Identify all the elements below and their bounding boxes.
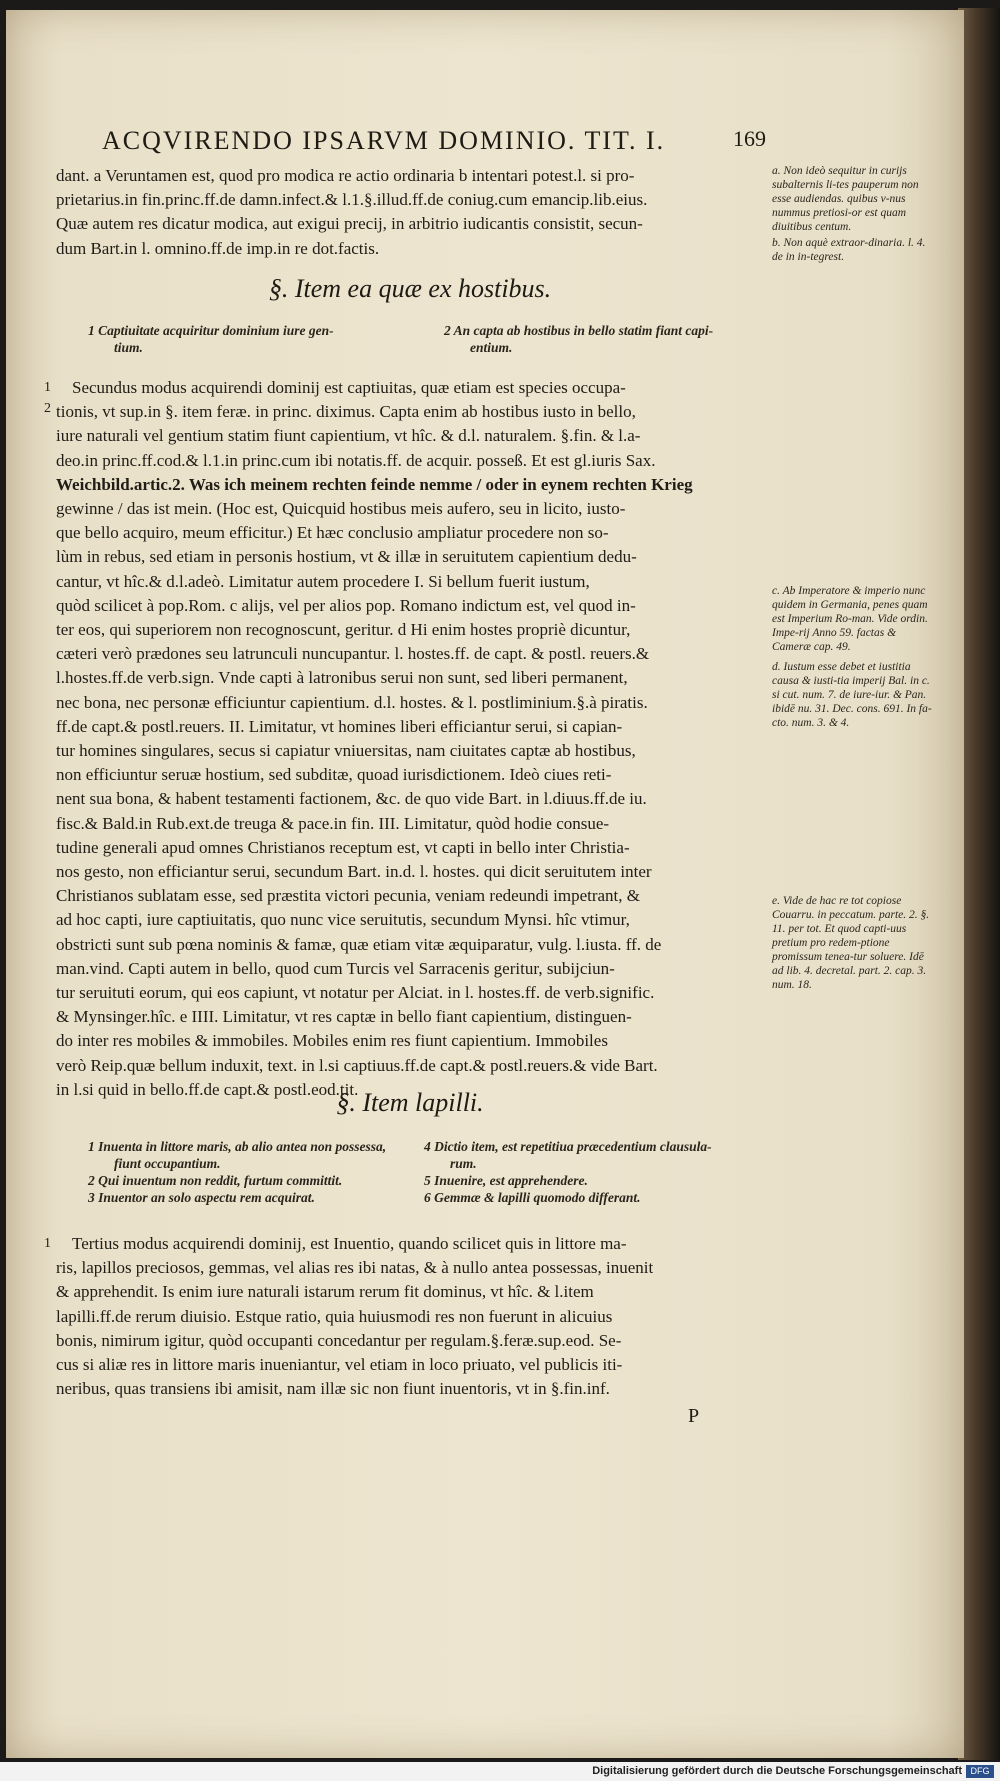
section-title-lapilli: §. Item lapilli. [336, 1088, 484, 1117]
margin-number: 2 [44, 401, 51, 416]
margin-note: b. Non aquè extraor-dinaria. l. 4. de in in-tegrest. [772, 237, 926, 263]
summary-line: tium. [114, 340, 143, 355]
summary-line: fiunt occupantium. [114, 1156, 221, 1171]
dfg-logo: DFG [966, 1765, 994, 1778]
text-line: lapilli.ff.de rerum diuisio. Estque ratio, quia huiusmodi res non fuerunt in alicuius [56, 1306, 613, 1326]
text-line: deo.in princ.ff.cod.& l.1.in princ.cum ibi notatis.ff. de acquir. posseß. Et est gl.iuris Sax. [56, 450, 656, 470]
text-line: cus si aliæ res in littore maris inueniantur, vel etiam in loco priuato, vel publicis iti- [56, 1355, 623, 1375]
margin-note: a. Non ideò sequitur in curijs subalternis li-tes pauperum non esse audiendas. quibus v-nus nummus pretiosi-or est quam diuitibus centum. [772, 165, 919, 233]
book-edge [958, 8, 1000, 1760]
text-line: cantur, vt hîc.& d.l.adeò. Limitatur autem procedere I. Si bellum fuerit iustum, [56, 571, 590, 591]
text-line: cæteri verò prædones seu latrunculi nuncupantur. l. hostes.ff. de capt. & postl. reuers.& [56, 644, 650, 664]
margin-notes-lower [772, 894, 932, 994]
summary-line: 4 Dictio item, est repetitiua præcedentium clausula- [424, 1139, 712, 1154]
text-line: verò Reip.quæ bellum induxit, text. in l.si captiuus.ff.de capt.& postl.reuers.& vide Bart. [56, 1055, 658, 1075]
summary-line: 5 Inuenire, est apprehendere. [424, 1173, 588, 1188]
intro-paragraph [56, 164, 764, 261]
text-line: Tertius modus acquirendi dominij, est Inuentio, quando scilicet quis in littore ma- [72, 1234, 627, 1253]
text-line: ris, lapillos preciosos, gemmas, vel alias res ibi natas, & à nullo antea possessas, inuenit [56, 1258, 654, 1278]
text-line: quòd scilicet à pop.Rom. c alijs, vel per alios pop. Romano indictum est, vel quod in- [56, 595, 636, 615]
summary-line: 3 Inuentor an solo aspectu rem acquirat. [88, 1190, 315, 1205]
text-line: tionis, vt sup.in §. item feræ. in princ. diximus. Capta enim ab hostibus iusto in bello, [56, 402, 636, 422]
text-line: ad hoc capti, iure captiuitatis, quo nunc vice seruitutis, secundum Mynsi. hîc vtimur, [56, 910, 630, 930]
digitization-footer [0, 1762, 1000, 1781]
text-line: dant. a Veruntamen est, quod pro modica re actio ordinaria b intentari potest.l. si pro- [56, 166, 635, 185]
summary-line: entium. [470, 340, 513, 355]
text-line: tudine generali apud omnes Christianos receptum est, vt capti in bello inter Christia- [56, 837, 630, 857]
text-line: ff.de capt.& postl.reuers. II. Limitatur, vt homines liberi efficiantur serui, si capian- [56, 716, 623, 736]
text-line: tur seruituti eorum, qui eos capiunt, vt notatur per Alciat. in l. hostes.ff. de verb.signific. [56, 983, 655, 1003]
section-body-lapilli [56, 1232, 764, 1401]
text-line: & apprehendit. Is enim iure naturali istarum rerum fit dominus, vt hîc. & l.item [56, 1282, 594, 1302]
text-line: iure naturali vel gentium statim fiunt capientium, vt hîc. & d.l. naturalem. §.fin. & l.a- [56, 426, 641, 446]
margin-note: d. Iustum esse debet et iustitia causa & iusti-tia imperij Bal. in c. si cut. num. 7. de iure-iur. & Pan. ibidē nu. 31. Dec. cons. 691. In fa-cto. num. 3. & 4. [772, 661, 932, 729]
text-line: non efficiuntur seruæ hostium, sed subditæ, quoad iurisdictionem. Ideò ciues reti- [56, 765, 612, 785]
text-line: neribus, quas transiens ibi amisit, nam illæ sic non fiunt inuentoris, vt in §.fin.inf. [56, 1379, 610, 1399]
text-line: Christianos sublatam esse, sed præstita victori pecunia, veniam redeundi impetrant, & [56, 886, 641, 906]
margin-number: 1 [44, 1236, 51, 1251]
text-line: bonis, nimirum igitur, quòd occupanti concedantur per regulam.§.feræ.sup.eod. Se- [56, 1330, 622, 1350]
summary-line: 6 Gemmæ & lapilli quomodo differant. [424, 1190, 641, 1205]
section-summary-lapilli [88, 1138, 768, 1208]
catchword: P [688, 1405, 700, 1427]
footer-credit: Digitalisierung gefördert durch die Deutsche Forschungsgemeinschaft [592, 1765, 962, 1777]
section-summary-hostibus [88, 322, 768, 362]
text-line: do inter res mobiles & immobiles. Mobiles enim res fiunt capientium. Immobiles [56, 1031, 608, 1051]
text-line: Quæ autem res dicatur modica, aut exigui precij, in arbitrio iudicantis consistit, secun- [56, 214, 643, 234]
text-line: in l.si quid in bello.ff.de capt.& postl.eod.tit. [56, 1079, 359, 1099]
text-line: nos gesto, non efficiantur serui, secundum Bart. in.d. l. hostes. qui dicit seruitutem inter [56, 862, 652, 882]
text-line: dum Bart.in l. omnino.ff.de imp.in re dot.factis. [56, 238, 380, 258]
text-line: Weichbild.artic.2. Was ich meinem rechten feinde nemme / oder in eynem rechten Krieg [56, 474, 693, 494]
text-line: l.hostes.ff.de verb.sign. Vnde capti à latronibus serui non sunt, sed liberi permanent, [56, 668, 628, 688]
margin-number: 1 [44, 380, 51, 395]
summary-line: rum. [450, 1156, 477, 1171]
summary-line: 1 Inuenta in littore maris, ab alio antea non possessa, [88, 1139, 387, 1154]
margin-note: c. Ab Imperatore & imperio nunc quidem in Germania, penes quam est Imperium Ro-man. Vide ordin. Impe-rij Anno 59. factas & Cameræ cap. 49. [772, 585, 928, 653]
text-line: fisc.& Bald.in Rub.ext.de treuga & pace.in fin. III. Limitatur, quòd hodie consue- [56, 813, 610, 833]
page-number: 169 [733, 126, 766, 151]
margin-notes-middle [772, 584, 932, 732]
text-line: que bello acquiro, meum efficitur.) Et hæc conclusio ampliatur procedere non so- [56, 523, 609, 543]
text-line: man.vind. Capti autem in bello, quod cum Turcis vel Sarracenis geritur, subijciun- [56, 958, 615, 978]
text-line: Secundus modus acquirendi dominij est captiuitas, quæ etiam est species occupa- [72, 378, 626, 397]
text-line: lùm in rebus, sed etiam in personis hostium, vt & illæ in seruitutem capientium dedu- [56, 547, 637, 567]
section-title-hostibus: §. Item ea quæ ex hostibus. [268, 274, 552, 303]
margin-notes-top [772, 164, 932, 266]
summary-line: 2 Qui inuentum non reddit, furtum committit. [88, 1173, 343, 1188]
running-head: ACQVIRENDO IPSARVM DOMINIO. TIT. I. [102, 126, 666, 155]
section-body-hostibus [56, 376, 764, 1102]
summary-line: 2 An capta ab hostibus in bello statim fiant capi- [444, 323, 714, 338]
text-line: nent sua bona, & habent testamenti factionem, &c. de quo vide Bart. in l.diuus.ff.de iu. [56, 789, 647, 809]
text-line: & Mynsinger.hîc. e IIII. Limitatur, vt res captæ in bello fiant capientium, distinguen- [56, 1007, 632, 1027]
text-line: prietarius.in fin.princ.ff.de damn.infect.& l.1.§.illud.ff.de coniug.cum emancip.lib.eius. [56, 190, 648, 210]
text-line: ter eos, qui superiorem non recognoscunt, geritur. d Hi enim hostes propriè dicuntur, [56, 620, 631, 640]
margin-note: e. Vide de hac re tot copiose Couarru. in peccatum. parte. 2. §. 11. per tot. Et quod capti-uus pretium pro redem-ptione promissum tenea-tur soluere. Idē ad lib. 4. decretal. part. 2. cap. 3. num. 18. [772, 895, 930, 991]
text-line: obstricti sunt sub pœna nominis & famæ, quæ etiam vitæ æquiparatur, vulg. l.iusta. ff. de [56, 934, 662, 954]
text-line: gewinne / das ist mein. (Hoc est, Quicquid hostibus meis aufero, seu in licito, iusto- [56, 499, 626, 519]
summary-line: 1 Captiuitate acquiritur dominium iure gen- [88, 323, 334, 338]
text-line: tur homines singulares, secus si capiatur vniuersitas, nam ciuitates captæ ab hostibus, [56, 741, 636, 761]
text-line: nec bona, nec personæ efficiuntur capientium. d.l. hostes. & l. postliminium.§.à piratis. [56, 692, 648, 712]
